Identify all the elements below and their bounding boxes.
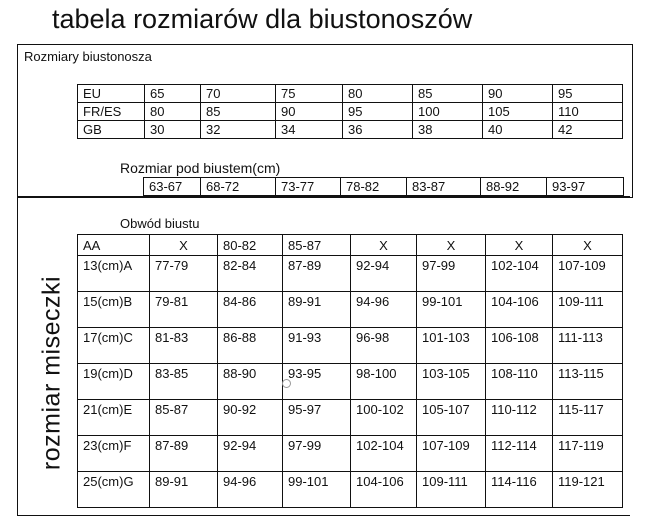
bust-range-cell: 108-110 [486,364,553,400]
size-cell: 95 [343,103,413,121]
bust-range-cell: 82-84 [218,256,283,292]
size-row [78,121,623,139]
bust-range-cell: 107-109 [417,436,486,472]
underbust-cell: 78-82 [341,178,407,196]
cup-size-label: 21(cm)E [78,400,150,436]
bust-range-cell: 79-81 [150,292,218,328]
underbust-label: Rozmiar pod biustem(cm) [120,160,281,176]
bust-range-cell: 103-105 [417,364,486,400]
bust-range-cell: 97-99 [283,436,351,472]
size-cell: 36 [343,121,413,139]
size-cell: 105 [483,103,553,121]
bust-range-cell: 99-101 [283,472,351,508]
bust-range-cell: 114-116 [486,472,553,508]
underbust-row [144,178,624,196]
size-row [78,85,623,103]
bra-sizes-body [78,85,623,139]
bust-range-cell: 83-85 [150,364,218,400]
size-cell: 65 [145,85,201,103]
bust-range-cell: 89-91 [283,292,351,328]
bust-range-cell: 81-83 [150,328,218,364]
page-title: tabela rozmiarów dla biustonoszów [52,4,473,34]
bust-range-cell: 107-109 [553,256,623,292]
underbust-cell: 83-87 [407,178,481,196]
table-row [78,472,623,508]
cup-header-cell: X [150,235,218,256]
size-cell: 85 [201,103,276,121]
bust-range-cell: 92-94 [218,436,283,472]
bust-range-cell: 96-98 [351,328,417,364]
bust-range-cell: 98-100 [351,364,417,400]
cup-sizes-table [77,234,623,508]
bust-range-cell: 99-101 [417,292,486,328]
size-cell: 75 [276,85,343,103]
cup-header-cell: X [553,235,623,256]
cup-header-cell: X [351,235,417,256]
cup-size-label: 19(cm)D [78,364,150,400]
bust-range-cell: 111-113 [553,328,623,364]
cup-header-row [78,235,623,256]
bust-range-cell: 91-93 [283,328,351,364]
cup-header-cell: X [486,235,553,256]
size-cell: 85 [413,85,483,103]
cup-header-cell: AA [78,235,150,256]
cup-header-cell: 85-87 [283,235,351,256]
bust-range-cell: 119-121 [553,472,623,508]
size-row [78,103,623,121]
size-system-label: FR/ES [78,103,145,121]
size-cell: 38 [413,121,483,139]
bust-range-cell: 94-96 [218,472,283,508]
bust-range-cell: 77-79 [150,256,218,292]
bust-range-cell: 105-107 [417,400,486,436]
size-system-label: GB [78,121,145,139]
bra-sizes-label: Rozmiary biustonosza [24,49,152,64]
bust-range-cell: 102-104 [486,256,553,292]
bust-range-cell: 90-92 [218,400,283,436]
bust-range-cell: 102-104 [351,436,417,472]
size-cell: 34 [276,121,343,139]
bust-range-cell: 104-106 [486,292,553,328]
size-cell: 95 [553,85,623,103]
cup-header-cell: 80-82 [218,235,283,256]
size-cell: 90 [276,103,343,121]
size-cell: 70 [201,85,276,103]
size-cell: 80 [145,103,201,121]
size-cell: 42 [553,121,623,139]
size-cell: 110 [553,103,623,121]
cup-sizes-body [78,235,623,508]
bust-range-cell: 89-91 [150,472,218,508]
bust-circumference-label: Obwód biustu [120,216,200,231]
underbust-table [143,177,624,196]
table-row [78,364,623,400]
bust-range-cell: 94-96 [351,292,417,328]
table-row [78,292,623,328]
cup-size-side-label: rozmiar miseczki [37,275,66,471]
bust-range-cell: 88-90 [218,364,283,400]
cup-size-label: 15(cm)B [78,292,150,328]
size-cell: 100 [413,103,483,121]
underbust-cell: 93-97 [547,178,624,196]
underbust-cell: 88-92 [481,178,547,196]
size-cell: 32 [201,121,276,139]
bust-range-cell: 100-102 [351,400,417,436]
bust-range-cell: 95-97 [283,400,351,436]
table-row [78,256,623,292]
underbust-cell: 68-72 [201,178,276,196]
cup-size-label: 25(cm)G [78,472,150,508]
bra-sizes-table [77,84,623,139]
cup-size-label: 23(cm)F [78,436,150,472]
bust-range-cell: 84-86 [218,292,283,328]
cup-header-cell: X [417,235,486,256]
bust-range-cell: 110-112 [486,400,553,436]
cup-size-label: 13(cm)A [78,256,150,292]
bust-range-cell: 104-106 [351,472,417,508]
bust-range-cell: 101-103 [417,328,486,364]
bust-range-cell: 115-117 [553,400,623,436]
table-row [78,436,623,472]
bust-range-cell: 117-119 [553,436,623,472]
bust-range-cell: 93-95 [283,364,351,400]
size-cell: 80 [343,85,413,103]
underbust-cell: 73-77 [276,178,341,196]
underbust-cell: 63-67 [144,178,201,196]
size-system-label: EU [78,85,145,103]
bust-range-cell: 106-108 [486,328,553,364]
size-cell: 30 [145,121,201,139]
bust-range-cell: 85-87 [150,400,218,436]
bust-range-cell: 86-88 [218,328,283,364]
size-cell: 40 [483,121,553,139]
bust-range-cell: 87-89 [283,256,351,292]
size-cell: 90 [483,85,553,103]
bust-range-cell: 112-114 [486,436,553,472]
bust-range-cell: 97-99 [417,256,486,292]
cup-size-label: 17(cm)C [78,328,150,364]
bust-range-cell: 109-111 [553,292,623,328]
table-row [78,400,623,436]
bust-range-cell: 109-111 [417,472,486,508]
mouse-cursor-indicator [282,379,291,388]
table-row [78,328,623,364]
bust-range-cell: 113-115 [553,364,623,400]
bust-range-cell: 87-89 [150,436,218,472]
bust-range-cell: 92-94 [351,256,417,292]
